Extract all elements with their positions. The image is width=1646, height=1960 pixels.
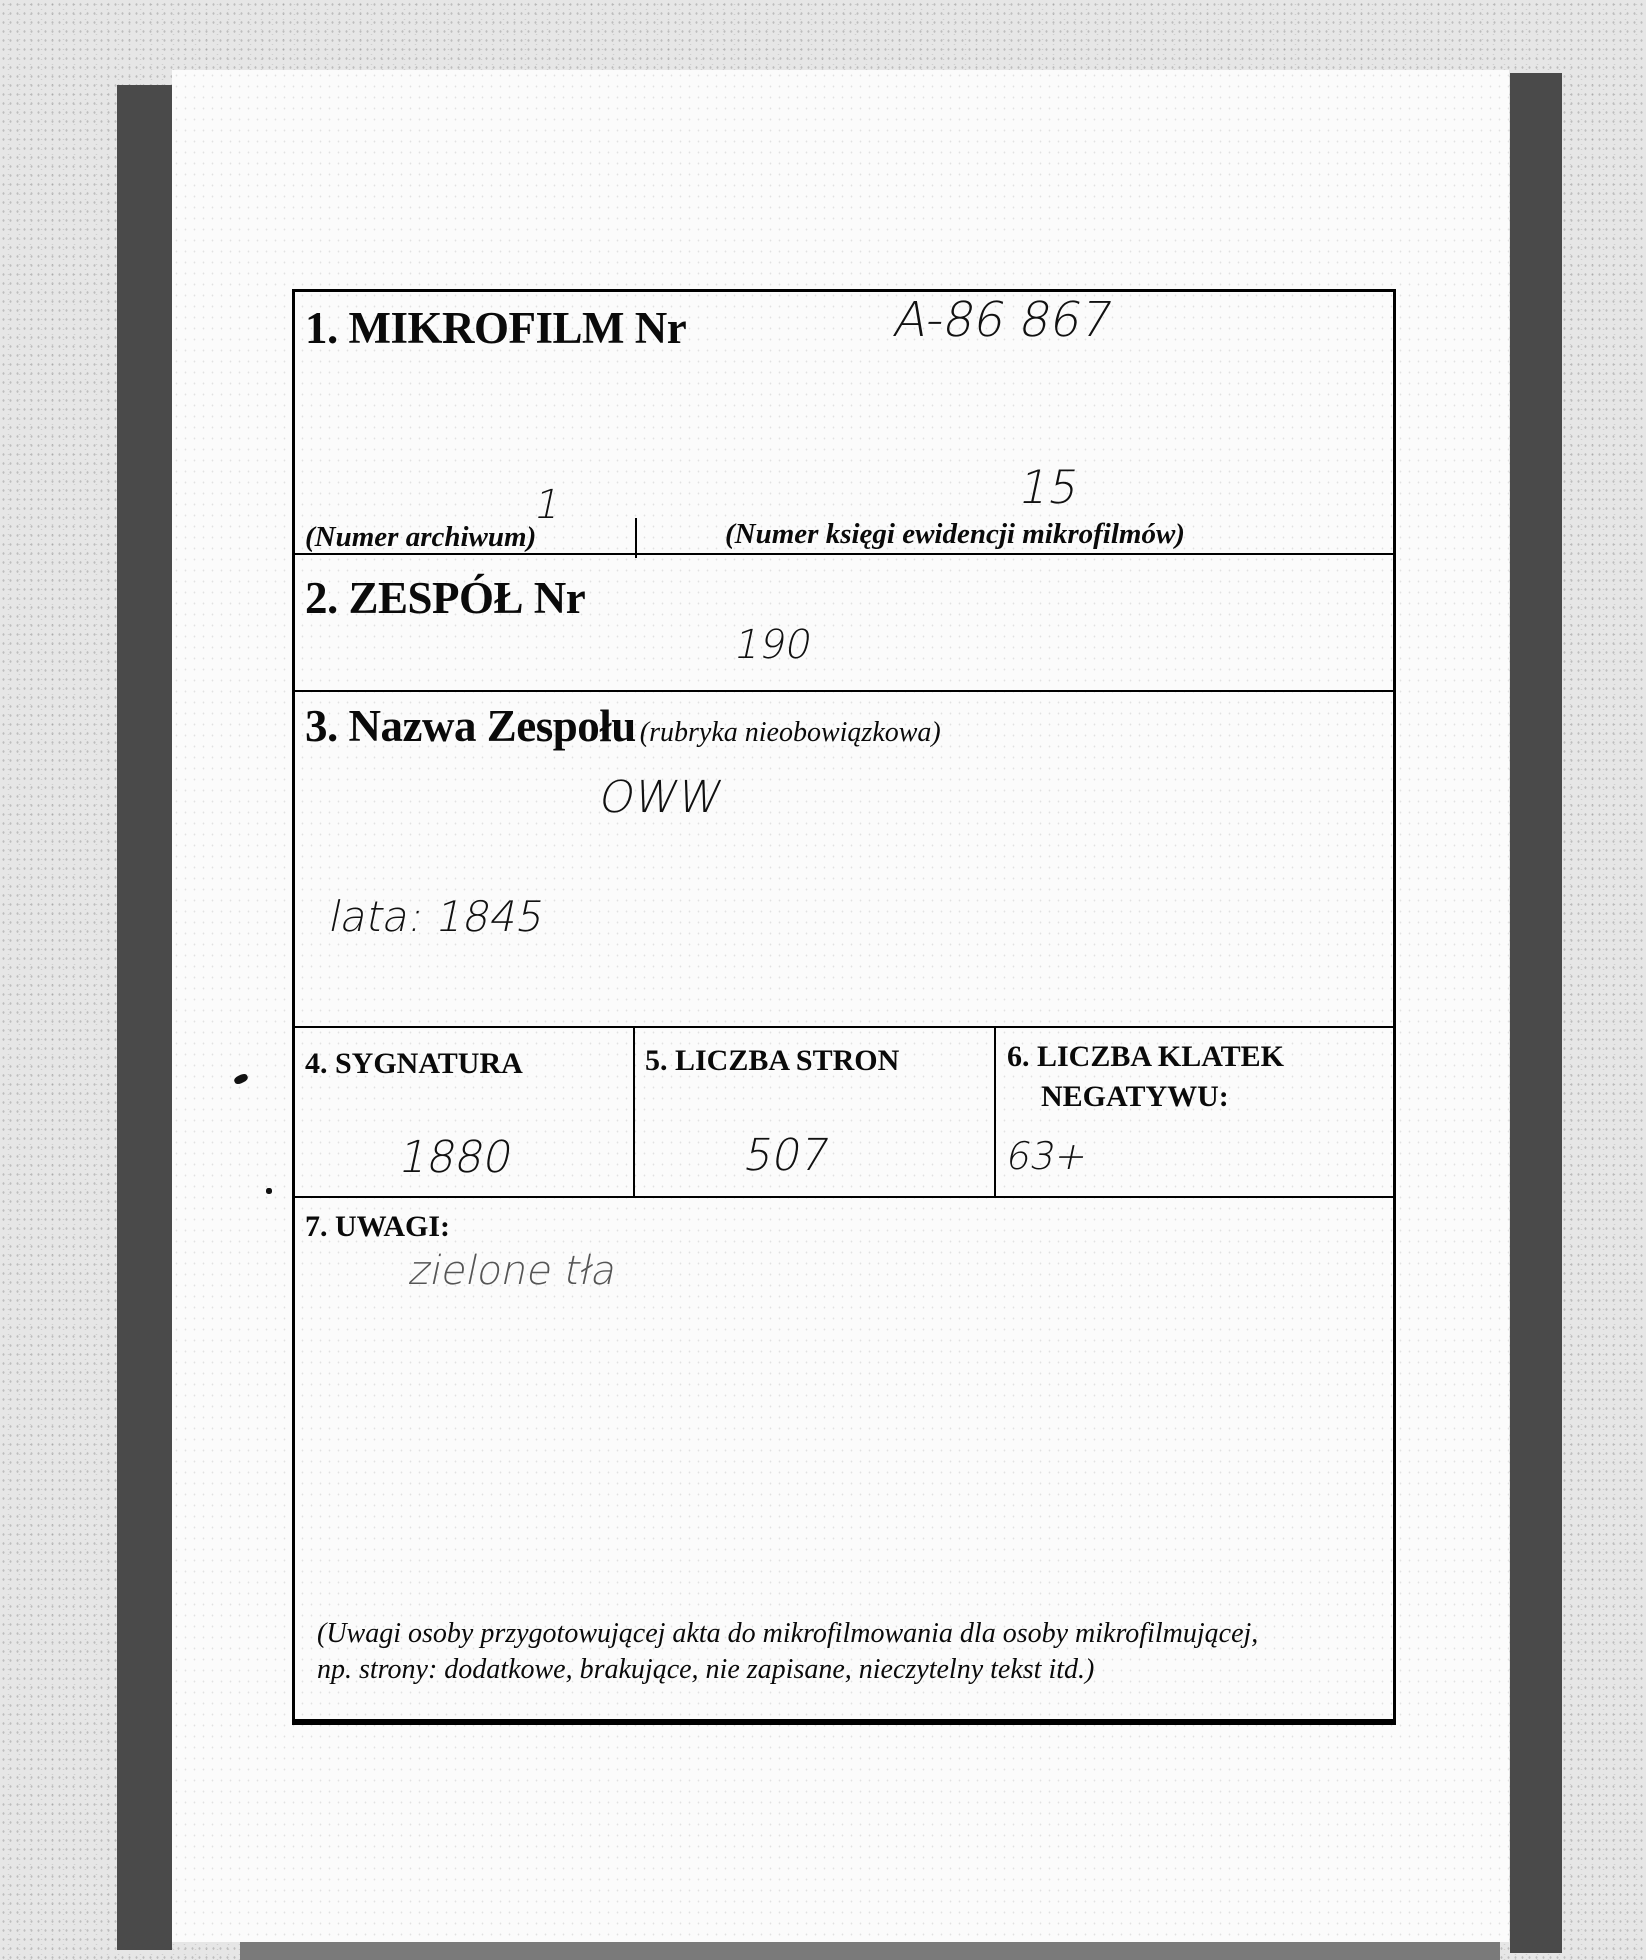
archive-number-value: 1: [530, 482, 566, 528]
remarks-footnote-line1: (Uwagi osoby przygotowującej akta do mikrofilmowania dla osoby mikrofilmującej,: [317, 1618, 1259, 1649]
register-number-caption: (Numer księgi ewidencji mikrofilmów): [725, 518, 1185, 550]
page-count-value: 507: [739, 1130, 835, 1181]
section5-label: 5. LICZBA STRON: [645, 1044, 900, 1077]
section6-label-line1: 6. LICZBA KLATEK: [1007, 1040, 1285, 1073]
fonds-name: OWW: [594, 772, 728, 823]
section3-label: 3. Nazwa Zespołu: [305, 701, 636, 751]
signature-value: 1880: [394, 1132, 518, 1183]
divider-3: [295, 1026, 1393, 1028]
fonds-years: lata: 1845: [324, 892, 550, 941]
remarks-footnote-line2: np. strony: dodatkowe, brakujące, nie zapisane, nieczytelny tekst itd.): [317, 1654, 1095, 1685]
section1-label: 1. MIKROFILM Nr: [305, 303, 687, 353]
archive-number-caption: (Numer archiwum): [305, 521, 537, 553]
caption-divider: [635, 518, 637, 558]
film-edge-right: [1510, 73, 1562, 1953]
section3-note: (rubryka nieobowiązkowa): [639, 717, 941, 748]
frame-count-value: 63+: [1002, 1134, 1092, 1178]
fonds-number: 190: [730, 622, 817, 668]
divider-1: [295, 553, 1393, 555]
microfilm-form: [292, 289, 1396, 1725]
column-divider-1: [633, 1026, 635, 1196]
section6-label-line2: NEGATYWU:: [1041, 1080, 1229, 1113]
section4-label: 4. SYGNATURA: [305, 1047, 523, 1080]
column-divider-2: [994, 1026, 996, 1196]
ink-dot: [266, 1188, 272, 1194]
film-edge-left: [117, 85, 172, 1950]
register-number-value: 15: [1014, 460, 1085, 514]
section3-heading: [305, 700, 941, 752]
remarks-value: zielone tła: [405, 1248, 622, 1294]
section2-label: 2. ZESPÓŁ Nr: [305, 573, 586, 623]
microfilm-number: A-86 867: [889, 292, 1119, 348]
divider-2: [295, 690, 1393, 692]
section7-label: 7. UWAGI:: [305, 1210, 451, 1243]
divider-4: [295, 1196, 1393, 1198]
